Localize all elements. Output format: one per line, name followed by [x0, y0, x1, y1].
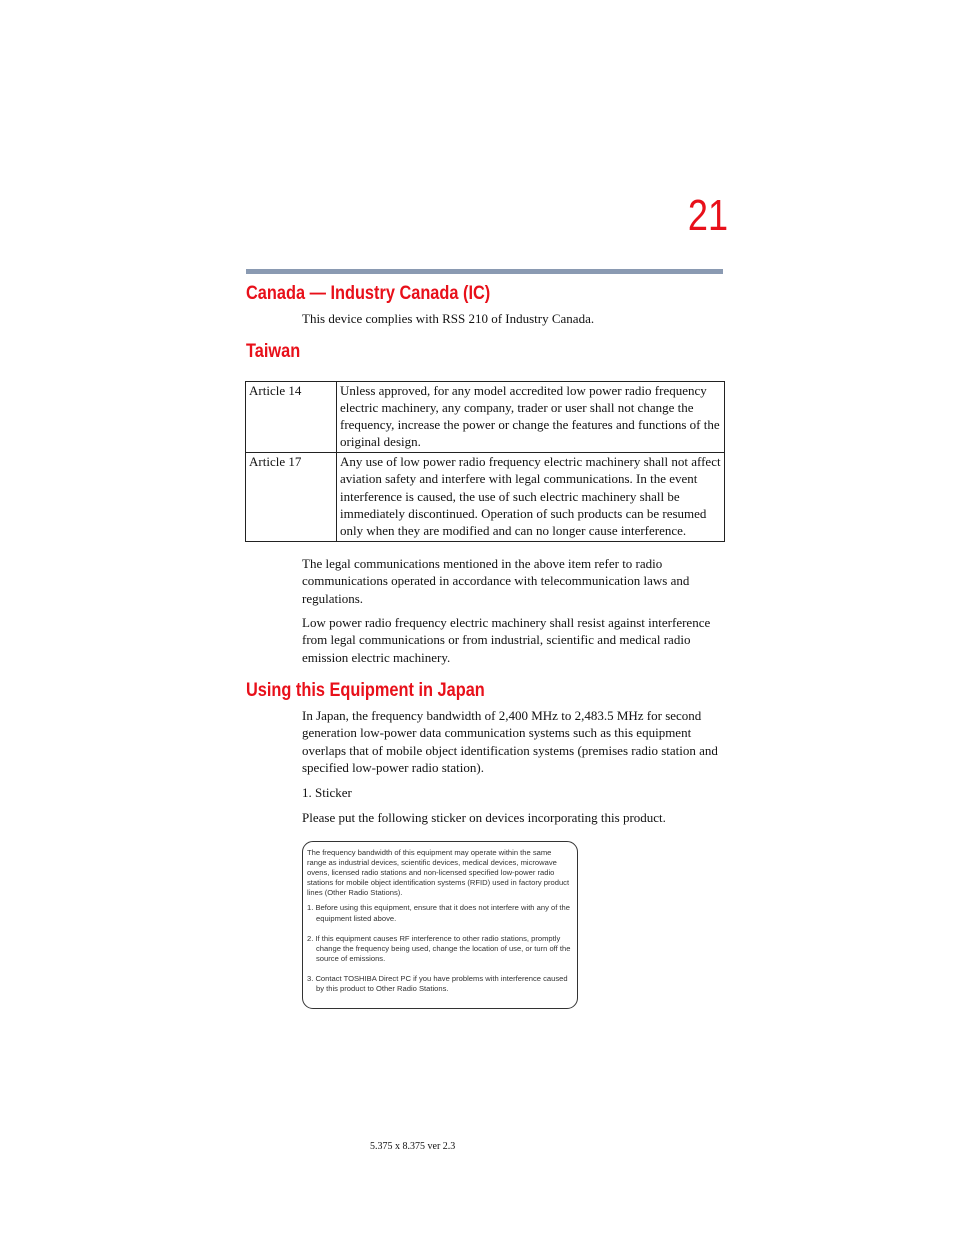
taiwan-paragraph: Low power radio frequency electric machinery shall resist against interference from legal communications or from industrial, scientific and medical radio emission electric machinery. [302, 615, 711, 665]
list-item: 3. Contact TOSHIBA Direct PC if you have problems with interference caused by this product to Other Radio Stations. [307, 973, 568, 994]
article-label: Article 17 [246, 453, 337, 541]
page-number: 21 [687, 191, 729, 240]
japan-paragraph: In Japan, the frequency bandwidth of 2,400 MHz to 2,483.5 MHz for second generation low-power data communication systems such as this equipment overlaps that of mobile object identification systems (premises radio station and specified low-power radio station). [302, 708, 718, 775]
list-item: 2. If this equipment causes RF interference to other radio stations, promptly change the frequency being used, change the location of use, or turn off the source of emissions. [307, 933, 571, 963]
taiwan-heading: Taiwan [246, 341, 301, 362]
sticker-box [302, 841, 578, 1009]
article-label: Article 14 [246, 382, 337, 453]
taiwan-paragraph: The legal communications mentioned in the above item refer to radio communications operated in accordance with telecommunication laws and regulations. [302, 556, 690, 606]
canada-heading: Canada — Industry Canada (IC) [246, 283, 491, 304]
table-row [246, 382, 725, 453]
japan-heading: Using this Equipment in Japan [246, 680, 485, 701]
article-text: Any use of low power radio frequency electric machinery shall not affect aviation safety and interfere with legal communications. In the event interference is caused, the use of such electric machinery shall be immediately discontinued. Operation of such products can be resumed only when they are modified and can no longer cause interference. [337, 453, 725, 541]
table-row [246, 453, 725, 541]
sticker-label: 1. Sticker [302, 785, 352, 800]
page-footer: 5.375 x 8.375 ver 2.3 [370, 1141, 456, 1152]
sticker-intro: The frequency bandwidth of this equipment may operate within the same range as industrial devices, scientific devices, medical devices, microwave ovens, licensed radio stations and non-licensed specified low-power radio stations for mobile object identification systems (RFID) used in factory product lines (Other Radio Stations). [307, 848, 570, 898]
taiwan-articles-table [245, 381, 725, 542]
section-rule [246, 269, 723, 274]
japan-paragraph: Please put the following sticker on devices incorporating this product. [302, 810, 666, 825]
list-item: 1. Before using this equipment, ensure that it does not interfere with any of the equipment listed above. [307, 903, 570, 923]
canada-text: This device complies with RSS 210 of Industry Canada. [302, 311, 595, 326]
sticker-list [307, 903, 572, 994]
article-text: Unless approved, for any model accredited low power radio frequency electric machinery, any company, trader or user shall not change the frequency, increase the power or change the features and functions of the original design. [337, 382, 725, 453]
